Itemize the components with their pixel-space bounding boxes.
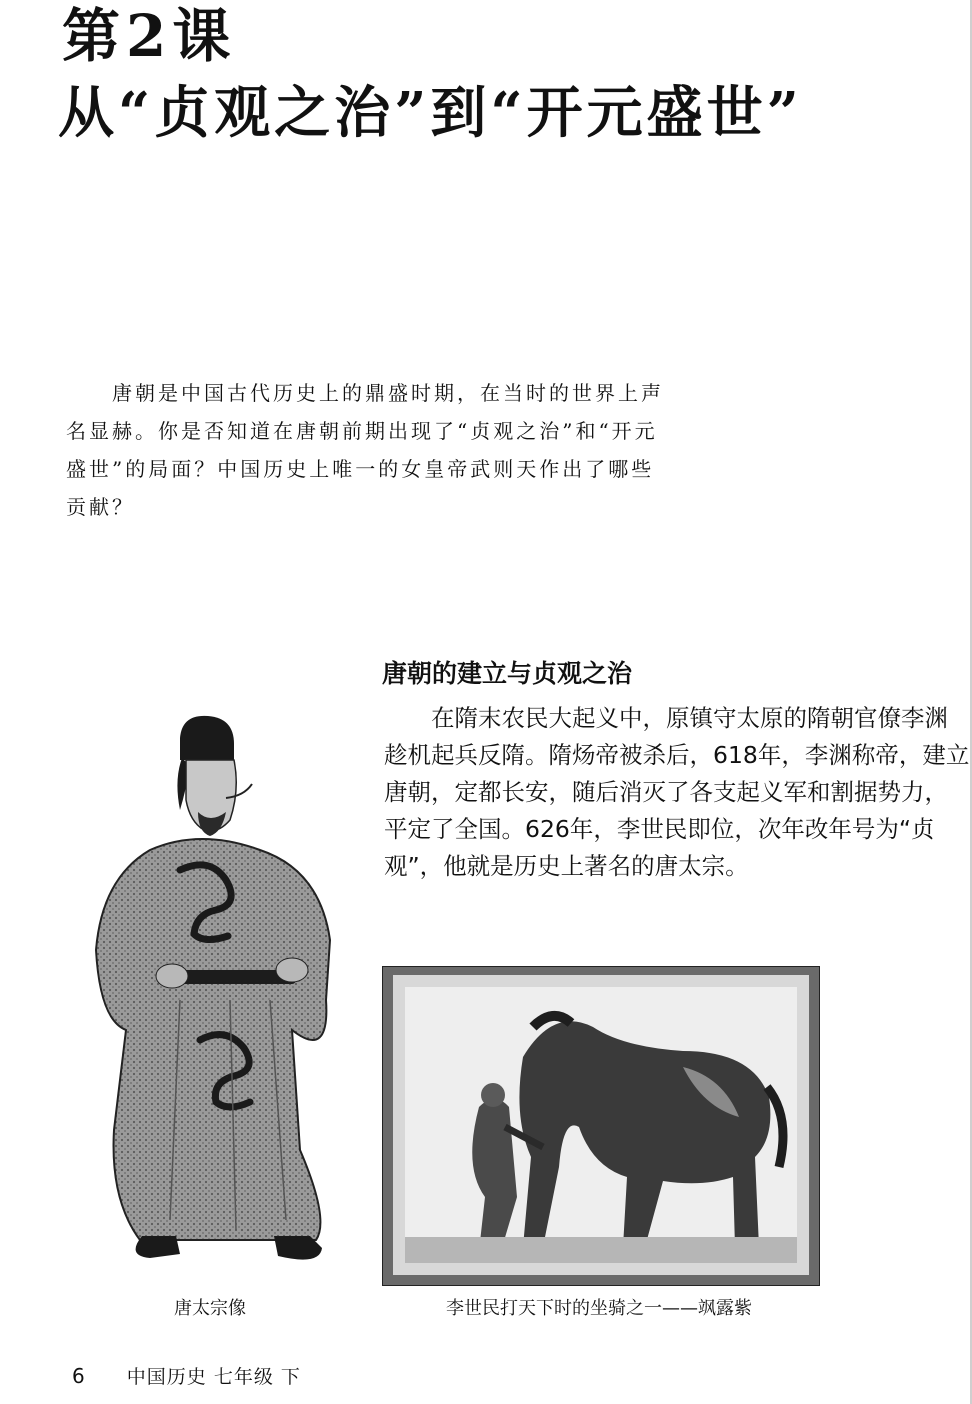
intro-paragraph: 唐朝是中国古代历史上的鼎盛时期，在当时的世界上声名显赫。你是否知道在唐朝前期出现了“贞观之治”和“开元盛世”的局面？中国历史上唯一的女皇帝武则天作出了哪些贡献？ bbox=[66, 381, 664, 519]
relief-caption: 李世民打天下时的坐骑之一——飒露紫 bbox=[446, 1298, 752, 1319]
page-number: 6 bbox=[72, 1364, 85, 1388]
lesson-number: 第2课 bbox=[62, 2, 237, 70]
section-body bbox=[384, 700, 970, 885]
lesson-introduction bbox=[66, 374, 666, 526]
page-footer bbox=[72, 1362, 301, 1389]
portrait-caption: 唐太宗像 bbox=[174, 1298, 246, 1319]
emperor-taizong-portrait bbox=[30, 700, 370, 1280]
saluzi-horse-relief-photo bbox=[382, 966, 820, 1286]
relief-drawing bbox=[383, 967, 819, 1285]
book-title: 中国历史 七年级 下 bbox=[126, 1366, 301, 1388]
portrait-drawing bbox=[30, 700, 370, 1280]
section-heading: 唐朝的建立与贞观之治 bbox=[382, 659, 633, 688]
lesson-title: 从“贞观之治”到“开元盛世” bbox=[58, 80, 803, 146]
section-paragraph: 在隋末农民大起义中，原镇守太原的隋朝官僚李渊趁机起兵反隋。隋炀帝被杀后，618年，李渊称帝，建立唐朝，定都长安，随后消灭了各支起义军和割据势力，平定了全国。626年，李世民即位，次年改年号为“贞观”，他就是历史上著名的唐太宗。 bbox=[384, 704, 970, 880]
